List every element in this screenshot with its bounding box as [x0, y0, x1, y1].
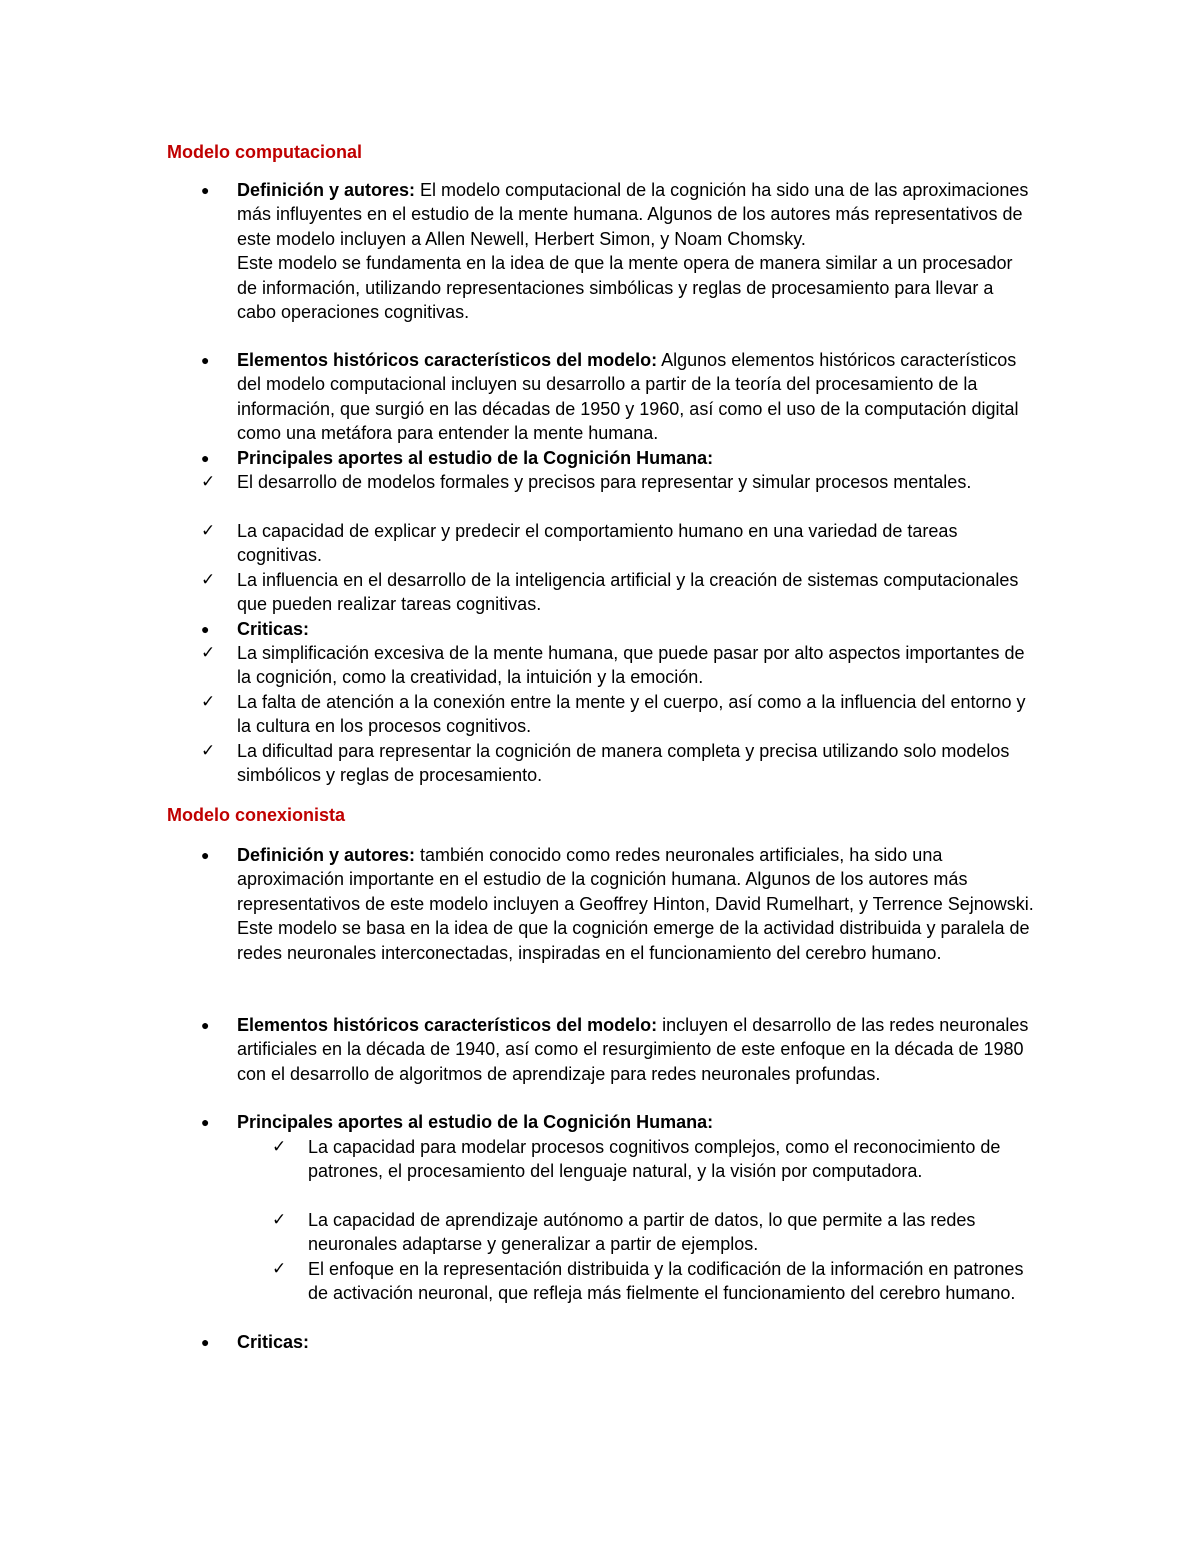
check-item — [201, 470, 1037, 494]
bullet-icon: ● — [201, 352, 210, 368]
check-item — [201, 641, 1037, 690]
bullet-icon: ● — [201, 847, 210, 863]
check-item-text: La dificultad para representar la cognición de manera completa y precisa utilizando solo modelos simbólicos y reglas de procesamiento. — [237, 741, 1010, 786]
item-extra-text: Este modelo se basa en la idea de que la cognición emerge de la actividad distribuida y paralela de redes neuronales interconectadas, inspiradas en el funcionamiento del cerebro humano. — [237, 918, 1030, 963]
check-item — [272, 1208, 1028, 1257]
check-icon: ✓ — [201, 692, 216, 711]
check-item — [272, 1257, 1028, 1306]
check-item-text: La capacidad de explicar y predecir el comportamiento humano en una variedad de tareas cognitivas. — [237, 521, 958, 566]
check-item-text: El enfoque en la representación distribuida y la codificación de la información en patrones de activación neuronal, que refleja más fielmente el funcionamiento del cerebro humano. — [308, 1259, 1024, 1304]
list-item — [201, 178, 1037, 324]
item-label: Principales aportes al estudio de la Cognición Humana: — [237, 1112, 714, 1132]
section-title-computacional: Modelo computacional — [167, 142, 363, 162]
check-item — [201, 690, 1037, 739]
list-item — [201, 617, 1037, 641]
list-item — [201, 348, 1037, 446]
check-item-text: La simplificación excesiva de la mente humana, que puede pasar por alto aspectos importantes de la cognición, como la creatividad, la intuición y la emoción. — [237, 643, 1025, 688]
check-icon: ✓ — [272, 1259, 287, 1278]
check-item-text: El desarrollo de modelos formales y precisos para representar y simular procesos mentales. — [237, 472, 972, 492]
check-icon: ✓ — [201, 643, 216, 662]
list-item — [201, 1013, 1037, 1086]
item-label: Elementos históricos característicos del modelo: — [237, 350, 658, 370]
check-item-text: La falta de atención a la conexión entre la mente y el cuerpo, así como a la influencia del entorno y la cultura en los procesos cognitivos. — [237, 692, 1026, 737]
item-label: Criticas: — [237, 1332, 310, 1352]
check-icon: ✓ — [201, 521, 216, 540]
section-title-conexionista: Modelo conexionista — [167, 805, 346, 825]
check-item — [201, 568, 1037, 617]
item-text: incluyen el desarrollo de las redes neuronales artificiales en la década de 1940, así como el resurgimiento de este enfoque en la década de 1980 con el desarrollo de algoritmos de aprendizaje para redes neuronales profundas. — [237, 1015, 1029, 1084]
bullet-icon: ● — [201, 1334, 210, 1350]
item-extra-text: Este modelo se fundamenta en la idea de que la mente opera de manera similar a un procesador de información, utilizando representaciones simbólicas y reglas de procesamiento para llevar a cabo operaciones cognitivas. — [237, 253, 1013, 323]
check-item — [201, 519, 1037, 568]
item-label: Principales aportes al estudio de la Cognición Humana: — [237, 448, 714, 468]
list-item — [201, 1110, 1037, 1134]
item-label: Criticas: — [237, 619, 310, 639]
list-item — [201, 1330, 1037, 1354]
item-label: Definición y autores: — [237, 180, 416, 200]
check-icon: ✓ — [272, 1137, 287, 1156]
check-icon: ✓ — [272, 1210, 287, 1229]
list-item — [201, 843, 1037, 965]
bullet-icon: ● — [201, 1017, 210, 1033]
item-label: Elementos históricos característicos del modelo: — [237, 1015, 658, 1035]
bullet-icon: ● — [201, 621, 210, 637]
check-icon: ✓ — [201, 472, 216, 491]
check-item — [272, 1135, 1028, 1184]
check-icon: ✓ — [201, 741, 216, 760]
item-label: Definición y autores: — [237, 845, 416, 865]
check-item-text: La capacidad para modelar procesos cognitivos complejos, como el reconocimiento de patrones, el procesamiento del lenguaje natural, y la visión por computadora. — [308, 1137, 1001, 1182]
bullet-icon: ● — [201, 182, 210, 198]
check-item-text: La capacidad de aprendizaje autónomo a partir de datos, lo que permite a las redes neuronales adaptarse y generalizar a partir de ejemplos. — [308, 1210, 976, 1255]
check-item — [201, 739, 1037, 788]
list-item — [201, 446, 1037, 470]
check-item-text: La influencia en el desarrollo de la inteligencia artificial y la creación de sistemas computacionales que pueden realizar tareas cognitivas. — [237, 570, 1019, 615]
item-text: también conocido como redes neuronales artificiales, ha sido una aproximación importante en el estudio de la cognición humana. Algunos de los autores más representativos de este modelo incluyen a Geoffrey Hinton, David Rumelhart, y Terrence Sejnowski. — [237, 845, 1034, 914]
bullet-icon: ● — [201, 1114, 210, 1130]
check-icon: ✓ — [201, 570, 216, 589]
bullet-icon: ● — [201, 450, 210, 466]
item-text: El modelo computacional de la cognición ha sido una de las aproximaciones más influyentes en el estudio de la mente humana. Algunos de los autores más representativos de este modelo incluyen a Allen Newell, Herbert Simon, y Noam Chomsky. — [237, 180, 1029, 249]
item-text: Algunos elementos históricos característicos del modelo computacional incluyen su desarrollo a partir de la teoría del procesamiento de la información, que surgió en las décadas de 1950 y 1960, así como el uso de la computación digital como una metáfora para entender la mente humana. — [237, 350, 1019, 444]
